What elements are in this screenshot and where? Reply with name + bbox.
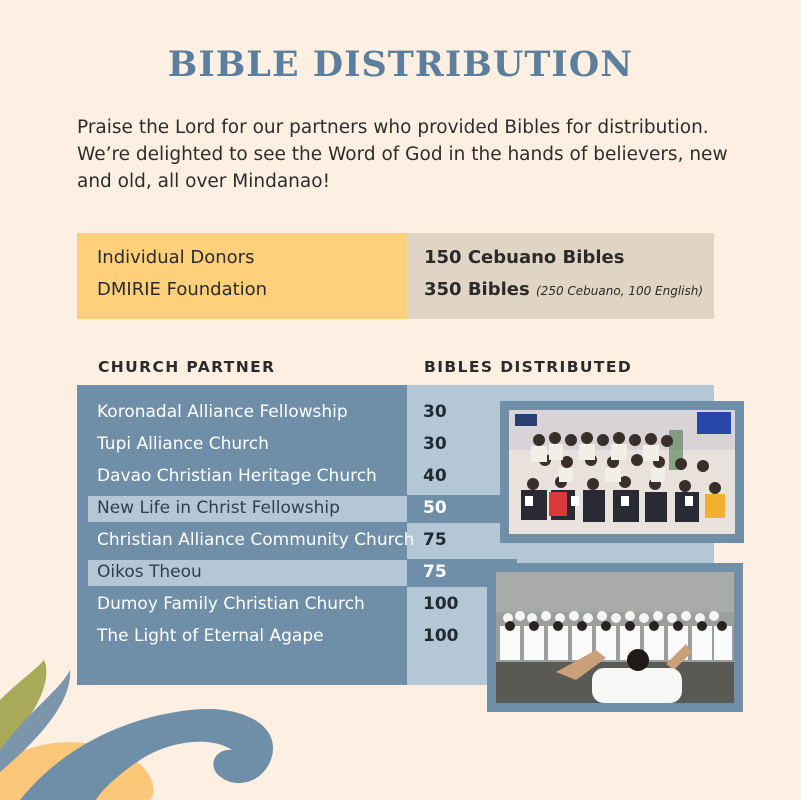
donor-count <box>424 279 703 300</box>
donor-counts-panel <box>407 233 714 319</box>
bible-count: 100 <box>423 594 459 614</box>
baptism-photo-image <box>496 572 734 703</box>
bible-count: 40 <box>423 466 447 486</box>
church-name: The Light of Eternal Agape <box>97 626 324 646</box>
bible-count: 50 <box>423 498 447 518</box>
group-photo <box>509 410 735 534</box>
donor-names-panel <box>77 233 407 319</box>
bible-count: 30 <box>423 434 447 454</box>
donor-count-note: (250 Cebuano, 100 English) <box>536 284 704 298</box>
column-header-church: CHURCH PARTNER <box>98 358 276 376</box>
group-photo-frame <box>500 401 744 543</box>
church-name: New Life in Christ Fellowship <box>97 498 340 518</box>
group-photo-image <box>509 410 735 534</box>
church-name: Oikos Theou <box>97 562 202 582</box>
decorative-swirl <box>0 640 290 800</box>
donor-box <box>77 233 714 319</box>
donor-count <box>424 247 624 268</box>
column-header-bibles: BIBLES DISTRIBUTED <box>424 358 633 376</box>
donor-name: DMIRIE Foundation <box>97 279 268 300</box>
page-title: BIBLE DISTRIBUTION <box>167 44 634 85</box>
church-name: Christian Alliance Community Church <box>97 530 415 550</box>
intro-paragraph: Praise the Lord for our partners who provided Bibles for distribution. We’re delighted to see the Word of God in the hands of believers, new and old, all over Mindanao! <box>77 117 728 192</box>
church-name: Davao Christian Heritage Church <box>97 466 377 486</box>
bible-count: 75 <box>423 562 447 582</box>
church-name: Dumoy Family Christian Church <box>97 594 365 614</box>
church-name: Koronadal Alliance Fellowship <box>97 402 348 422</box>
donor-count-value: 350 Bibles <box>424 279 530 300</box>
baptism-photo <box>496 572 734 703</box>
church-name: Tupi Alliance Church <box>97 434 269 454</box>
baptism-photo-frame <box>487 563 743 712</box>
donor-count-value: 150 Cebuano Bibles <box>424 247 625 268</box>
bible-count: 100 <box>423 626 459 646</box>
donor-name: Individual Donors <box>97 247 255 268</box>
bible-count: 30 <box>423 402 447 422</box>
bible-count: 75 <box>423 530 447 550</box>
